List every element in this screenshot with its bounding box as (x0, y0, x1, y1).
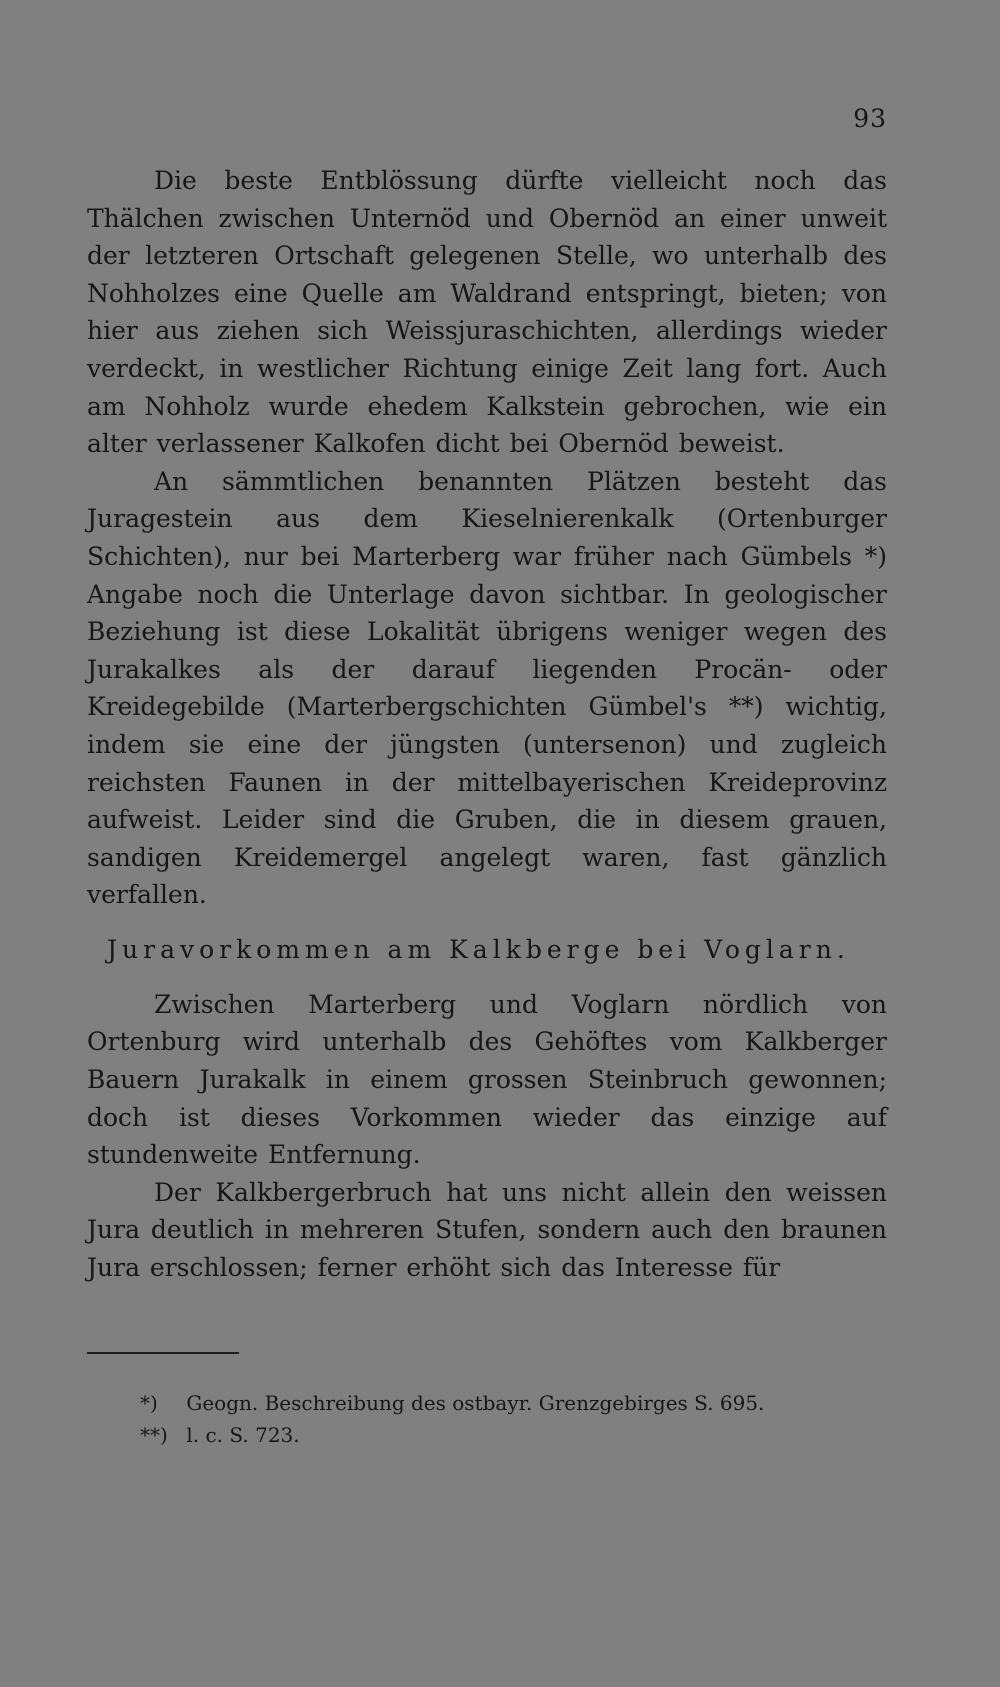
page-number: 93 (853, 104, 887, 133)
footnote-mark: *) (140, 1391, 158, 1415)
footnote-divider (87, 1352, 239, 1354)
footnote-mark: **) (140, 1423, 168, 1447)
section-heading: Juravorkommen am Kalkberge bei Voglarn. (107, 934, 850, 964)
paragraph: An sämmtlichen benannten Plätzen besteht das Juragestein aus dem Kieselnierenkalk (Ortenburger Schichten), nur bei Marterberg war früher nach Gümbels *) Angabe noch die Unterlage davon sichtbar. In geologischer Beziehung ist diese Lokalität übrigens weniger wegen des Jurakalkes als der darauf liegenden Procän- oder Kreidegebilde (Marterbergschichten Gümbel's **) wichtig, indem sie eine der jüngsten (untersenon) und zugleich reichsten Faunen in der mittelbayerischen Kreideprovinz aufweist. Leider sind die Gruben, die in diesem grauen, sandigen Kreidemergel angelegt waren, fast gänzlich verfallen. (87, 466, 887, 910)
footnote (140, 1387, 860, 1419)
paragraph: Zwischen Marterberg und Voglarn nördlich von Ortenburg wird unterhalb des Gehöftes vom Kalkberger Bauern Jurakalk in einem grossen Steinbruch gewonnen; doch ist dieses Vorkommen wieder das einzige auf stundenweite Entfernung. (87, 989, 887, 1170)
paragraph: Die beste Entblössung dürfte vielleicht noch das Thälchen zwischen Unternöd und Obernöd an einer unweit der letzteren Ortschaft gelegenen Stelle, wo unterhalb des Nohholzes eine Quelle am Waldrand entspringt, bieten; von hier aus ziehen sich Weissjuraschichten, allerdings wieder verdeckt, in westlicher Richtung einige Zeit lang fort. Auch am Nohholz wurde ehedem Kalkstein gebrochen, wie ein alter verlassener Kalkofen dicht bei Obernöd beweist. (87, 166, 887, 459)
footnote-text: l. c. S. 723. (186, 1423, 300, 1447)
main-text (87, 162, 887, 1287)
footnote (140, 1419, 860, 1451)
footnotes (140, 1387, 860, 1451)
paragraph: Der Kalkbergerbruch hat uns nicht allein den weissen Jura deutlich in mehreren Stufen, sondern auch den braunen Jura erschlossen; ferner erhöht sich das Interesse für (87, 1177, 887, 1283)
footnote-text: Geogn. Beschreibung des ostbayr. Grenzgebirges S. 695. (186, 1391, 765, 1415)
